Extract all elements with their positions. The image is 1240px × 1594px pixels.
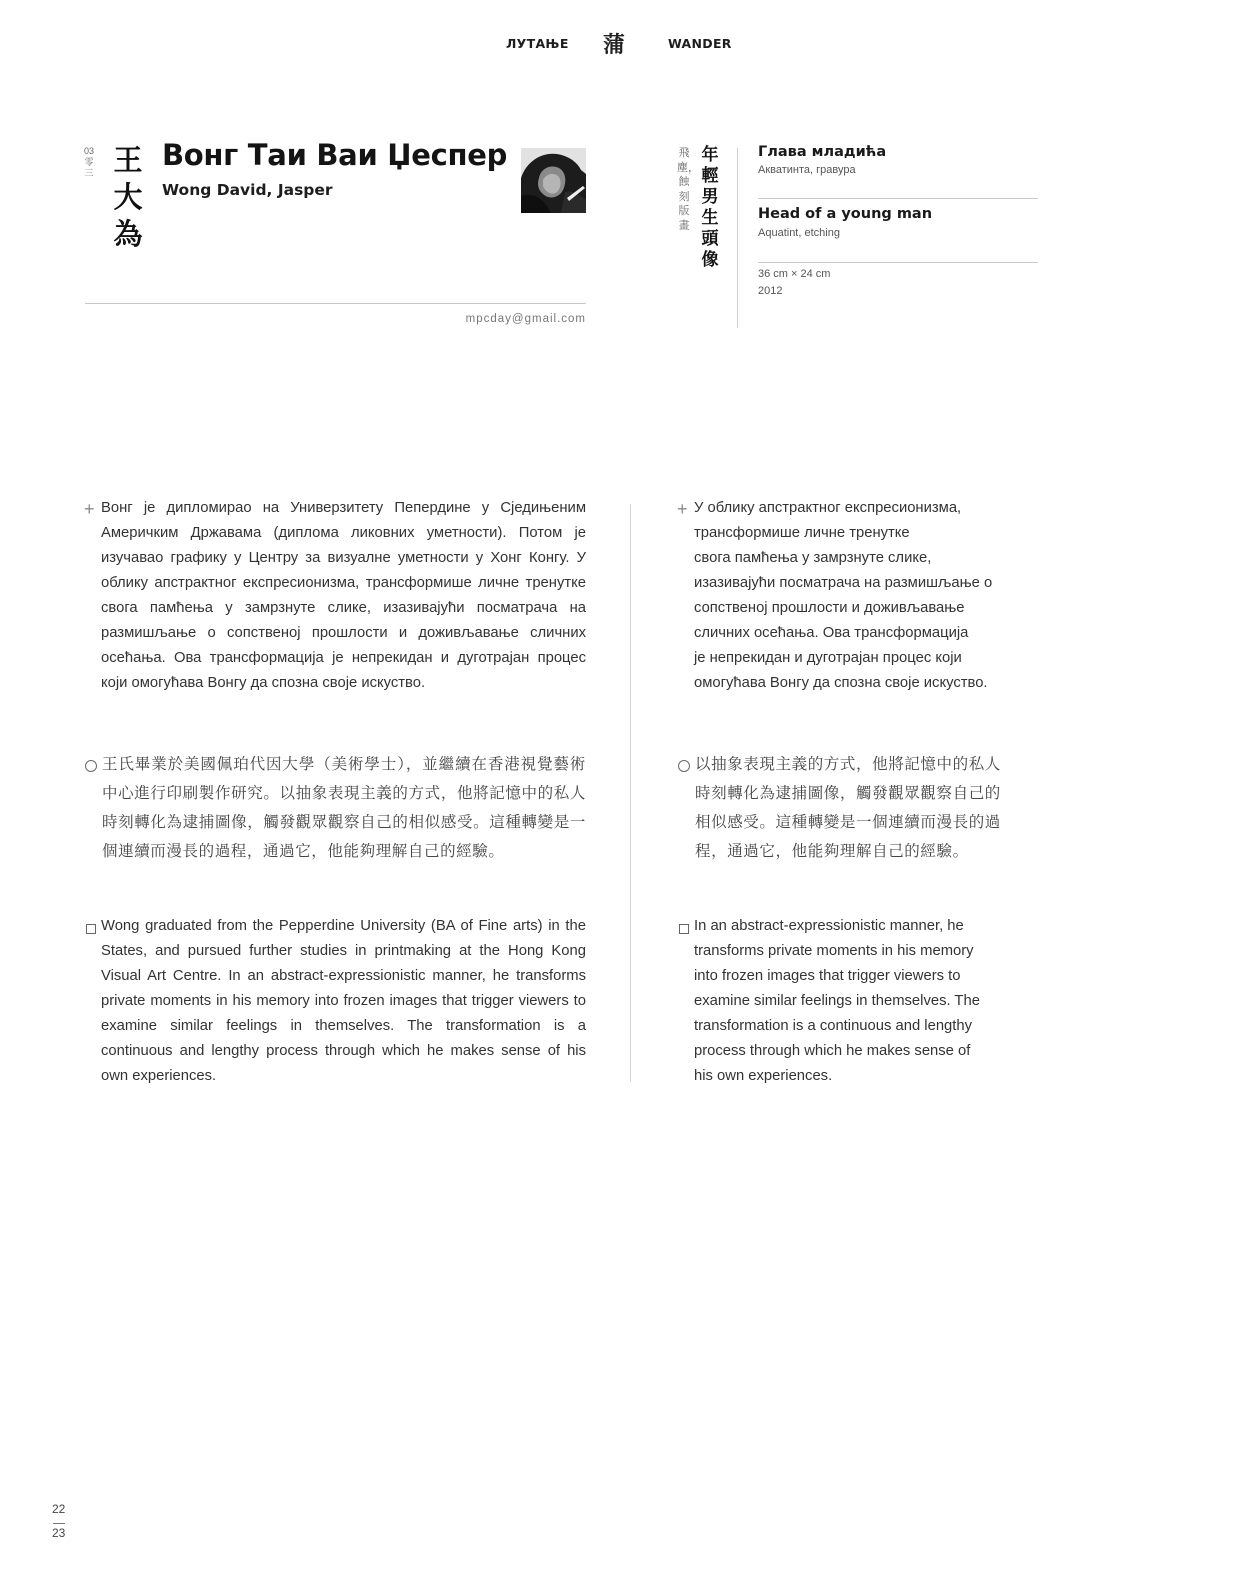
left-text-chinese: 王氏畢業於美國佩珀代因大學（美術學士），並繼續在香港視覺藝術中心進行印刷製作研究。以抽象表現主義的方式，他將記憶中的私人時刻轉化為逮捕圖像，觸發觀眾觀察自己的相似感受。這種轉變是一個連續而漫長的過程，通過它，他能夠理解自己的經驗。 bbox=[102, 755, 586, 860]
artist-name-serbian: Вонг Таи Ваи Џеспер bbox=[162, 138, 508, 172]
right-text-chinese bbox=[695, 750, 1035, 866]
text-line: 以抽象表現主義的方式，他將記憶中的私人 bbox=[695, 755, 1001, 773]
artwork-divider-2 bbox=[758, 262, 1038, 263]
text-line: transformation is a continuous and lengthy bbox=[694, 1018, 973, 1034]
column-divider bbox=[630, 504, 631, 1082]
plus-marker-icon: + bbox=[677, 499, 688, 519]
right-text-serbian bbox=[694, 496, 1034, 696]
text-line: into frozen images that trigger viewers to bbox=[694, 968, 961, 984]
square-marker-icon bbox=[86, 924, 96, 934]
page-number-divider bbox=[53, 1523, 65, 1524]
artist-email: mpcday@gmail.com bbox=[465, 313, 586, 325]
artist-name-english: Wong David, Jasper bbox=[162, 181, 333, 199]
text-line: изазивајући посматрача на размишљање о bbox=[694, 575, 993, 591]
artwork-divider-1 bbox=[758, 198, 1038, 199]
text-line: свога памћења у замрзнуте слике, bbox=[694, 550, 932, 566]
left-text-english: Wong graduated from the Pepperdine University (BA of Fine arts) in the States, and pursued further studies in printmaking at the Hong Kong Visual Art Centre. In an abstract-expressionistic manner, he transforms private moments in his memory into frozen images that trigger viewers to examine similar feelings in themselves. The transformation is a continuous and lengthy process through which he makes sense of his own experiences. bbox=[101, 918, 586, 1084]
text-line: трансформише личне тренутке bbox=[694, 525, 910, 541]
text-line: process through which he makes sense of bbox=[694, 1043, 971, 1059]
artwork-vertical-divider bbox=[737, 148, 738, 328]
artist-index-cjk: 零三 bbox=[84, 157, 94, 178]
left-text-serbian: Вонг је дипломирао на Универзитету Пепердине у Сједињеним Америчким Државама (диплома ликовних уметности). Потом је изучавао графику у Центру за визуалне уметности у Хонг Конгу. У облику апстрактног експресионизма, трансформише личне тренутке свога памћења у замрзнуте слике, изазивајући посматрача на размишљање о сопственој прошлости и доживљавање сличних осећања. Ова трансформација је непрекидан и дуготрајан процес који омогућава Вонгу да спозна своје искуство. bbox=[101, 500, 586, 691]
text-line: transforms private moments in his memory bbox=[694, 943, 974, 959]
text-line: сличних осећања. Ова трансформација bbox=[694, 625, 969, 641]
text-line: 時刻轉化為逮捕圖像，觸發觀眾觀察自己的 bbox=[695, 784, 1001, 802]
text-line: сопственој прошлости и доживљавање bbox=[694, 600, 965, 616]
artist-index-number: 03 bbox=[84, 146, 95, 156]
artwork-title-english: Head of a young man bbox=[758, 206, 933, 222]
square-marker-icon bbox=[679, 924, 689, 934]
artist-portrait bbox=[521, 148, 586, 213]
text-line: In an abstract-expressionistic manner, he bbox=[694, 918, 964, 934]
text-line: омогућава Вонгу да спозна своје искуство. bbox=[694, 675, 988, 691]
circle-marker-icon bbox=[85, 760, 97, 772]
artwork-title-serbian: Глава младића bbox=[758, 144, 887, 160]
artwork-medium-english: Aquatint, etching bbox=[758, 227, 840, 239]
artwork-medium-serbian: Акватинта, гравура bbox=[758, 164, 856, 176]
page-number-right: 23 bbox=[52, 1526, 66, 1540]
artwork-title-cjk: 年輕男生頭像 bbox=[701, 145, 719, 270]
artwork-subtitle-cjk: 飛塵，蝕刻版畫 bbox=[677, 146, 699, 232]
header-center-char: 蒲 bbox=[603, 33, 626, 58]
artist-index bbox=[84, 146, 94, 179]
page-number-left: 22 bbox=[52, 1502, 66, 1516]
right-text-english bbox=[694, 914, 1034, 1089]
text-line: his own experiences. bbox=[694, 1068, 833, 1084]
artwork-year: 2012 bbox=[758, 285, 783, 297]
text-line: је непрекидан и дуготрајан процес који bbox=[694, 650, 962, 666]
text-line: examine similar feelings in themselves. The bbox=[694, 993, 980, 1009]
artist-divider bbox=[85, 303, 586, 304]
text-line: У облику апстрактног експресионизма, bbox=[694, 500, 962, 516]
artwork-dimensions: 36 cm × 24 cm bbox=[758, 268, 831, 280]
header-left-label: ЛУТАЊЕ bbox=[506, 36, 569, 51]
header-right-label: WANDER bbox=[668, 36, 732, 51]
text-line: 相似感受。這種轉變是一個連續而漫長的過 bbox=[695, 813, 1001, 831]
text-line: 程，通過它，他能夠理解自己的經驗。 bbox=[695, 842, 969, 860]
circle-marker-icon bbox=[678, 760, 690, 772]
plus-marker-icon: + bbox=[84, 499, 95, 519]
artist-name-cjk: 王大為 bbox=[113, 143, 143, 251]
